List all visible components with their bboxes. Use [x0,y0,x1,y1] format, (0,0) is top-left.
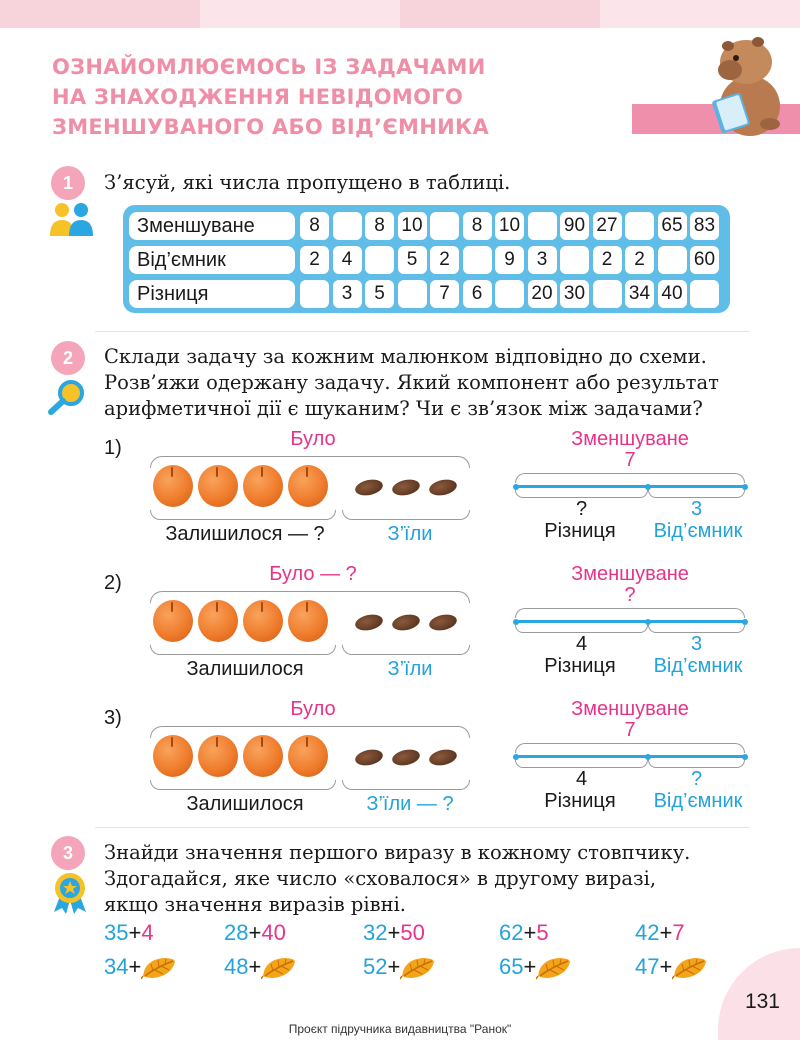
peach-icon [153,735,193,777]
scheme-dot [513,754,519,760]
table-cell: 5 [365,280,394,308]
total-label: Було [290,428,336,450]
peach-icon [288,600,328,642]
divider [95,827,750,828]
table-cell: 2 [625,246,654,274]
right-brace [342,510,470,520]
magnifier-icon [47,378,87,416]
scheme-left-label: Різниця [544,655,616,677]
task-number-badge: 1 [51,166,85,200]
row-label: Зменшуване [129,212,295,240]
operand: 52 [363,954,388,979]
scheme-left-brace [515,760,648,768]
remaining-label: Залишилося [186,793,304,815]
left-brace [150,510,336,520]
scheme-segment-line [516,485,746,488]
remaining-label: Залишилося [186,658,304,680]
table-cell: 8 [300,212,329,240]
scheme-top-value: 7 [624,449,636,471]
expression-second [635,954,708,980]
problem-label: 1) [104,437,122,459]
scheme-right-brace [648,625,745,633]
plus-sign: + [387,954,401,979]
scheme-dot [742,619,748,625]
plus-sign: + [248,954,262,979]
page-number: 131 [744,990,780,1013]
task-number-badge: 2 [51,341,85,375]
hidden-number-leaf-icon[interactable] [141,954,177,979]
scheme-left-label: Різниця [544,520,616,542]
plus-sign: + [659,920,673,945]
expression-first [635,920,685,946]
expression-first [363,920,425,946]
table-cell[interactable] [463,246,492,274]
scheme-right-value: 3 [690,498,703,520]
table-cell: 7 [430,280,459,308]
pair-work-icon [50,202,94,238]
scheme-left-value: 4 [575,633,588,655]
scheme-top-value: 7 [624,719,636,741]
peach-pit-icon [428,477,459,497]
scheme-right-brace [648,490,745,498]
peach-pit-icon [391,612,422,632]
peach-icon [198,735,238,777]
scheme-right-brace [648,760,745,768]
scheme-top-label: Зменшуване [571,563,689,585]
medal-icon [50,870,90,914]
scheme-top-label: Зменшуване [571,698,689,720]
peach-pit-icon [354,747,385,767]
task2-line: Склади задачу за кожним малюнком відповідно до схеми. [104,345,707,368]
expression-first [499,920,549,946]
table-cell: 2 [593,246,622,274]
table-cell[interactable] [300,280,329,308]
eaten-label: З’їли [387,523,433,545]
table-cell: 8 [463,212,492,240]
plus-sign: + [523,920,537,945]
table-row [129,278,724,310]
scheme-top-label: Зменшуване [571,428,689,450]
table-cell: 3 [528,246,557,274]
peach-icon [153,465,193,507]
plus-sign: + [128,920,142,945]
page-title [52,52,512,142]
expression-second [224,954,297,980]
scheme-dot [513,484,519,490]
table-cell: 65 [658,212,687,240]
table-cell: 9 [495,246,524,274]
table-cell: 20 [528,280,557,308]
operand: 32 [363,920,388,945]
peach-pit-icon [354,612,385,632]
table-cell: 90 [560,212,589,240]
scheme-dot [742,484,748,490]
operand: 48 [224,954,249,979]
divider [95,331,750,332]
task3-line: Здогадайся, яке число «сховалося» в другому виразі, [104,867,657,890]
expression-second [499,954,572,980]
task3-line: Знайди значення першого виразу в кожному стовпчику. [104,841,691,864]
table-cell[interactable] [593,280,622,308]
plus-sign: + [248,920,262,945]
plus-sign: + [523,954,537,979]
peach-pit-icon [391,477,422,497]
table-cell: 60 [690,246,719,274]
operand: 28 [224,920,249,945]
left-brace [150,645,336,655]
operand: 4 [141,920,154,945]
scheme-right-label: Від’ємник [653,520,743,542]
peach-pit-icon [391,747,422,767]
scheme-right-value: 3 [690,633,703,655]
operand: 40 [261,920,286,945]
scheme-top-brace [515,473,745,483]
table-cell[interactable] [430,212,459,240]
peach-icon [198,600,238,642]
peach-icon [243,735,283,777]
peach-icon [243,600,283,642]
table-cell[interactable] [398,280,427,308]
scheme-left-brace [515,625,648,633]
task2-text [104,344,719,422]
remaining-label: Залишилося — ? [165,523,325,545]
expression-first [104,920,154,946]
total-label: Було [290,698,336,720]
operand: 35 [104,920,129,945]
operand: 47 [635,954,660,979]
right-brace [342,780,470,790]
eaten-label: З’їли [387,658,433,680]
table-cell: 4 [333,246,362,274]
operand: 34 [104,954,129,979]
scheme-dot [742,754,748,760]
problem-label: 2) [104,572,122,594]
peach-pit-icon [428,747,459,767]
scheme-top-value: ? [624,584,636,606]
scheme-left-value: ? [575,498,588,520]
scheme-left-value: 4 [575,768,588,790]
title-line-1: ОЗНАЙОМЛЮЄМОСЬ ІЗ ЗАДАЧАМИ [52,55,486,79]
table-cell[interactable] [658,246,687,274]
plus-sign: + [659,954,673,979]
operand: 7 [672,920,685,945]
left-brace [150,780,336,790]
eaten-label: З’їли — ? [366,793,454,815]
table-cell: 40 [658,280,687,308]
table-cell: 2 [300,246,329,274]
task2-line: Розв’яжи одержану задачу. Який компонент або результат [104,371,719,394]
table-cell[interactable] [625,212,654,240]
peach-icon [198,465,238,507]
operand: 5 [536,920,549,945]
operand: 42 [635,920,660,945]
scheme-left-brace [515,490,648,498]
task1-text: З’ясуй, які числа пропущено в таблиці. [104,171,511,194]
scheme-segment-line [516,755,746,758]
table-cell[interactable] [560,246,589,274]
peach-icon [153,600,193,642]
table-cell: 83 [690,212,719,240]
problem-label: 3) [104,707,122,729]
hidden-number-leaf-icon[interactable] [261,954,297,979]
peach-pit-icon [428,612,459,632]
operand: 50 [400,920,425,945]
table-cell[interactable] [365,246,394,274]
peach-pit-icon [354,477,385,497]
table-cell: 5 [398,246,427,274]
task3-line: якщо значення виразів рівні. [104,893,407,916]
top-color-bar [0,0,800,28]
scheme-right-label: Від’ємник [653,790,743,812]
expression-second [363,954,436,980]
scheme-dot [645,484,651,490]
footer-note: Проєкт підручника видавництва "Ранок" [288,1022,512,1036]
plus-sign: + [128,954,142,979]
table-row [129,244,724,276]
task-number-badge: 3 [51,836,85,870]
right-brace [342,645,470,655]
expression-first [224,920,286,946]
row-label: Від’ємник [129,246,295,274]
task3-text [104,840,690,918]
table-cell: 10 [398,212,427,240]
numbers-table [123,205,730,313]
scheme-top-brace [515,743,745,753]
scheme-dot [513,619,519,625]
scheme-dot [645,754,651,760]
operand: 62 [499,920,524,945]
peach-icon [288,465,328,507]
total-label: Було — ? [269,563,357,585]
peach-icon [288,735,328,777]
operand: 65 [499,954,524,979]
table-cell: 3 [333,280,362,308]
hidden-number-leaf-icon[interactable] [400,954,436,979]
scheme-left-label: Різниця [544,790,616,812]
table-cell: 2 [430,246,459,274]
table-cell[interactable] [528,212,557,240]
task2-line: арифметичної дії є шуканим? Чи є зв’язок між задачами? [104,397,703,420]
table-cell[interactable] [495,280,524,308]
table-row [129,210,724,242]
peach-icon [243,465,283,507]
title-line-2: НА ЗНАХОДЖЕННЯ НЕВІДОМОГО [52,85,464,109]
table-cell: 10 [495,212,524,240]
plus-sign: + [387,920,401,945]
scheme-dot [645,619,651,625]
table-cell: 27 [593,212,622,240]
capybara-mascot-icon [706,28,796,138]
hidden-number-leaf-icon[interactable] [672,954,708,979]
scheme-top-brace [515,608,745,618]
scheme-right-value: ? [690,768,703,790]
expression-second [104,954,177,980]
table-cell: 6 [463,280,492,308]
scheme-segment-line [516,620,746,623]
row-label: Різниця [129,280,295,308]
table-cell: 34 [625,280,654,308]
title-line-3: ЗМЕНШУВАНОГО АБО ВІД’ЄМНИКА [52,115,490,139]
table-cell: 30 [560,280,589,308]
table-cell: 8 [365,212,394,240]
hidden-number-leaf-icon[interactable] [536,954,572,979]
table-cell[interactable] [333,212,362,240]
scheme-right-label: Від’ємник [653,655,743,677]
table-cell[interactable] [690,280,719,308]
